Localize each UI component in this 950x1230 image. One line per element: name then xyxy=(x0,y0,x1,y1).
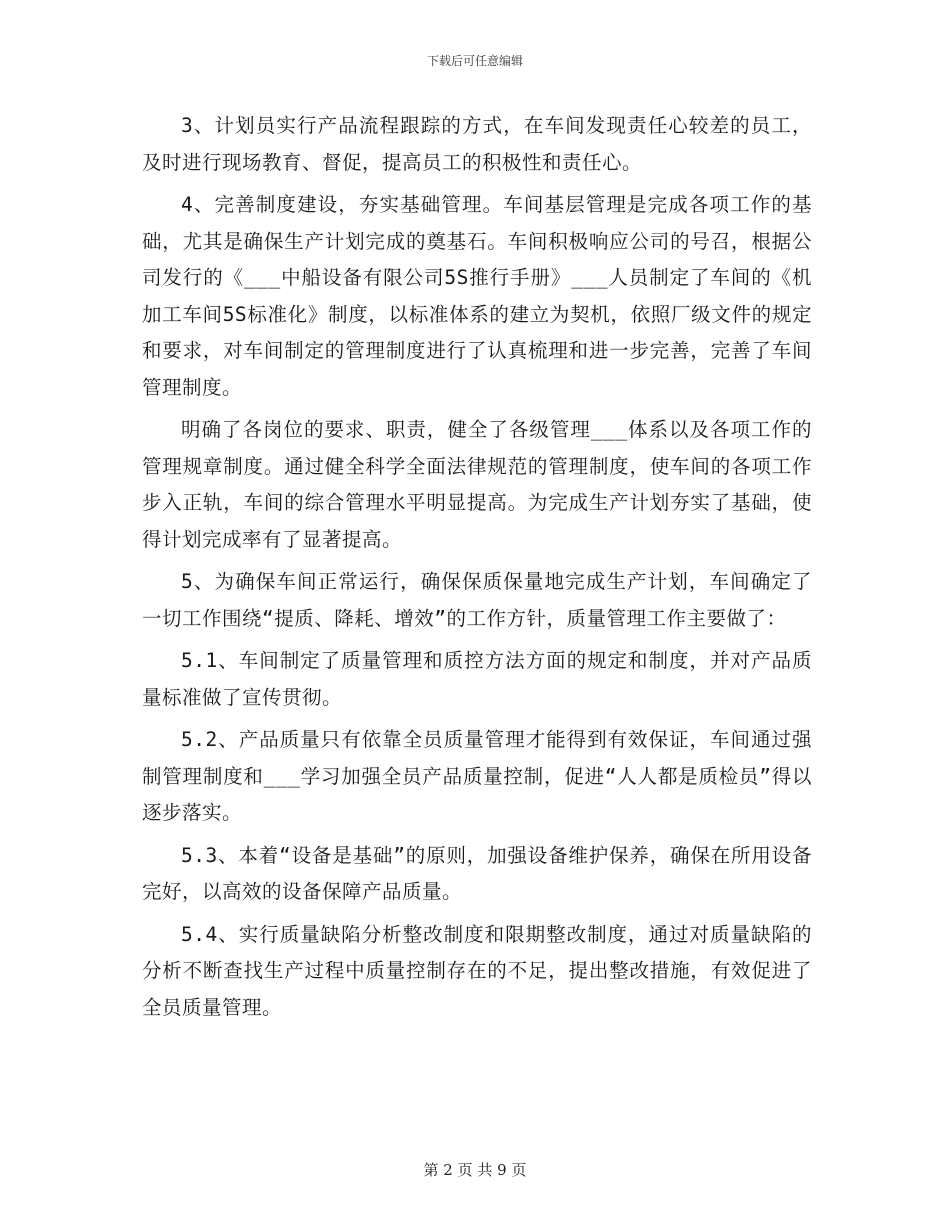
paragraph-item-5: 5、为确保车间正常运行，确保保质保量地完成生产计划，车间确定了一切工作围绕“提质、降耗、增效”的工作方针，质量管理工作主要做了： xyxy=(142,570,812,630)
paragraph-item-5-3: 5.3、本着“设备是基础”的原则，加强设备维护保养，确保在所用设备完好，以高效的设备保障产品质量。 xyxy=(142,843,812,903)
page-header: 下载后可任意编辑 xyxy=(426,54,523,68)
paragraph-responsibilities: 明确了各岗位的要求、职责，健全了各级管理___体系以及各项工作的管理规章制度。通过健全科学全面法律规范的管理制度，使车间的各项工作步入正轨，车间的综合管理水平明显提高。为完成生产计划夯实了基础，使得计划完成率有了显著提高。 xyxy=(142,418,812,551)
page-footer: 第 2 页 共 9 页 xyxy=(423,1161,527,1179)
paragraph-item-5-2: 5.2、产品质量只有依靠全员质量管理才能得到有效保证，车间通过强制管理制度和___学习加强全员产品质量控制，促进“人人都是质检员”得以逐步落实。 xyxy=(142,728,812,824)
paragraph-item-4: 4、完善制度建设，夯实基础管理。车间基层管理是完成各项工作的基础，尤其是确保生产计划完成的奠基石。车间积极响应公司的号召，根据公司发行的《___中船设备有限公司5S推行手册》___人员制定了车间的《机加工车间5S标准化》制度，以标准体系的建立为契机，依照厂级文件的规定和要求，对车间制定的管理制度进行了认真梳理和进一步完善，完善了车间管理制度。 xyxy=(142,193,812,399)
paragraph-item-5-4: 5.4、实行质量缺陷分析整改制度和限期整改制度，通过对质量缺陷的分析不断查找生产过程中质量控制存在的不足，提出整改措施，有效促进了全员质量管理。 xyxy=(142,922,812,1019)
paragraph-item-5-1: 5.1、车间制定了质量管理和质控方法方面的规定和制度，并对产品质量标准做了宣传贯彻。 xyxy=(142,649,812,709)
document-body xyxy=(142,108,812,1032)
paragraph-item-3: 3、计划员实行产品流程跟踪的方式，在车间发现责任心较差的员工，及时进行现场教育、督促，提高员工的积极性和责任心。 xyxy=(142,114,812,174)
